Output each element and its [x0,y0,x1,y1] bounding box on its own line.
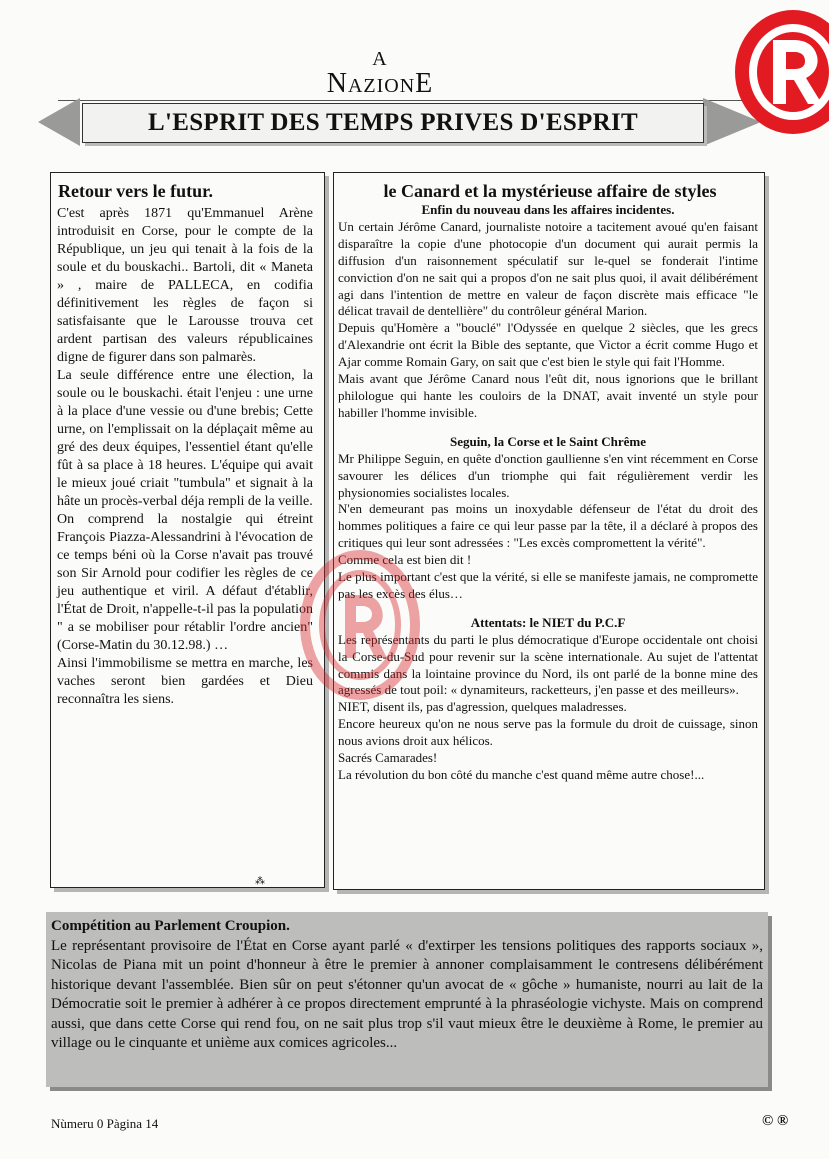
left-paragraph: C'est après 1871 qu'Emmanuel Arène introduisit en Corse, pour le compte de la République, un jeu qui tenait à la fois de la soule et du bouskachi.. Bartoli, dit « Maneta » , maire de PALLECA, en codifia définitivement les règles de façon si satisfaisante que le Larousse trouva cet ardent partisan des valeurs républicaines digne de figurer dans son palmarès. [57,206,313,365]
banner-rule [58,100,768,101]
masthead-article: A [372,48,388,70]
left-article-title: Retour vers le futur. [58,181,213,201]
masthead-title: NazionE [326,68,434,99]
right-paragraph: NIET, disent ils, pas d'agression, quelques maladresses. [338,699,627,715]
page-number: Nùmeru 0 Pàgina 14 [51,1116,159,1131]
right-paragraph: Comme cela est bien dit ! [338,552,472,568]
bottom-article [51,917,763,1054]
right-paragraph: Mais avant que Jérôme Canard nous l'eût dit, nous ignorions que le brillant philologue qui hante les couloirs de la DNAT, avait inventé un style pour habiller l'homme invisible. [338,371,758,420]
right-paragraph: La révolution du bon côté du manche c'est quand même autre chose!... [338,767,705,782]
banner-left-arrow-icon [38,98,80,146]
section-subhead: Enfin du nouveau dans les affaires incidentes. [421,202,675,217]
right-paragraph: Depuis qu'Homère a "bouclé" l'Odyssée en quelque 2 siècles, que les grecs d'Alexandrie ont écrit la Bible des septante, que Victor a écrit comme Hugo et Ajar comme Romain Gary, on sait que c'est bien le style qui fait l'Homme. [338,320,758,370]
decorative-mark: ⁂ [255,876,265,887]
section-subhead: Seguin, la Corse et le Saint Chrême [449,433,647,449]
copyright-marks: © ® [762,1113,789,1129]
right-paragraph: Un certain Jérôme Canard, journaliste notoire a tacitement avoué qu'en faisant disparaître la copie d'une photocopie d'un document qui aurait permis la diffusion d'un raisonnement spéculatif sur le-quel se fonderait l'intime conviction d'on ne sait qui a propos d'on ne sait plus quoi, il avait délibérément agi dans l'intention de mettre en valeur de façon discrète mais efficace "le délicat travail de dentellière" du contrôleur général Marion. [338,218,758,319]
right-paragraph: Mr Philippe Seguin, en quête d'onction gaullienne s'en vint récemment en Corse savourer les délices d'un triomphe qui fait régulièrement verdir les physionomies socialistes locales. [338,450,758,500]
right-article-title: le Canard et la mystérieuse affaire de styles [383,181,717,201]
left-paragraph: La seule différence entre une élection, la soule ou le bouskachi. était l'enjeu : une urne à la place d'une vessie ou d'une brebis; Cette urne, on l'emplissait on la déplaçait même au gré des deux équipes, l'essentiel étant qu'elle fût à sa place à 18 heures. L'équipe qui avait le mieux joué criait "tumbula" et signait à la hâte un procès-verbal déja rempli de la veille. [57,368,313,509]
section-subhead: Attentats: le NIET du P.C.F [470,614,626,630]
right-paragraph: N'en demeurant pas moins un inoxydable défenseur de l'état du droit des hommes politiques a faire ce qui leur passe par la tête, il a déclaré à propos des critiques qui leur sont adressées : "Les excès compromettent la vérité". [338,501,758,551]
right-article-body [338,202,758,784]
bottom-article-title: Compétition au Parlement Croupion. [51,918,290,934]
left-paragraph: Ainsi l'immobilisme se mettra en marche, les vaches seront bien gardées et Dieu reconnaîtra les siens. [57,656,313,707]
right-paragraph: Le plus important c'est que la vérité, si elle se manifeste jamais, ne compromette pas les excès des élus… [338,569,758,601]
bottom-article-body: Le représentant provisoire de l'État en Corse ayant parlé « d'extirper les tensions politiques des rapports sociaux », Nicolas de Piana mit un point d'honneur à être le premier à annoner complaisamment le contresens délibérément historique devant l'assemblée. Bien sûr on peut s'étonner qu'un avocat de « gôche » humaniste, nourri au lait de la Démocratie soit le premier à adhérer à ce propos directement emprunté à la phraséologie vichyste. Mais on comprend aussi, que dans cette Corse qui rend fou, on ne sait plus trop s'il vaut mieux être le deuxième à Rome, le premier au village ou le cinquante et unième aux comices agricoles... [51,937,763,1051]
left-article-body [57,205,313,709]
right-paragraph: Les représentants du parti le plus démocratique d'Europe occidentale ont choisi la Corse-du-Sud pour revenir sur la scène internationale. Au sujet de l'attentat commis dans la lointaine province du Nord, ils ont parlé de la bonne mine des agressés de tout poil: « dynamiteurs, racketteurs, j'en passe et des meilleurs». [338,631,758,698]
left-paragraph: On comprend la nostalgie qui étreint François Piazza-Alessandrini à l'évocation de ce temps béni où la Corse n'avait pas trouvé son Sir Arnold pour codifier les règles de ce jeu authentique et viril. A défaut d'établir, l'État de Droit, n'appelle-t-il pas la population " a se mobiliser pour rétablir l'ordre ancien" (Corse-Matin du 30.12.98.) … [57,512,313,653]
right-paragraph: Encore heureux qu'on ne nous serve pas la formule du droit de cuissage, sinon nous avions droit aux hélicos. [338,716,758,749]
registered-logo-icon [718,0,829,140]
page-banner: L'ESPRIT DES TEMPS PRIVES D'ESPRIT [82,103,704,143]
right-paragraph: Sacrés Camarades! [338,750,438,766]
